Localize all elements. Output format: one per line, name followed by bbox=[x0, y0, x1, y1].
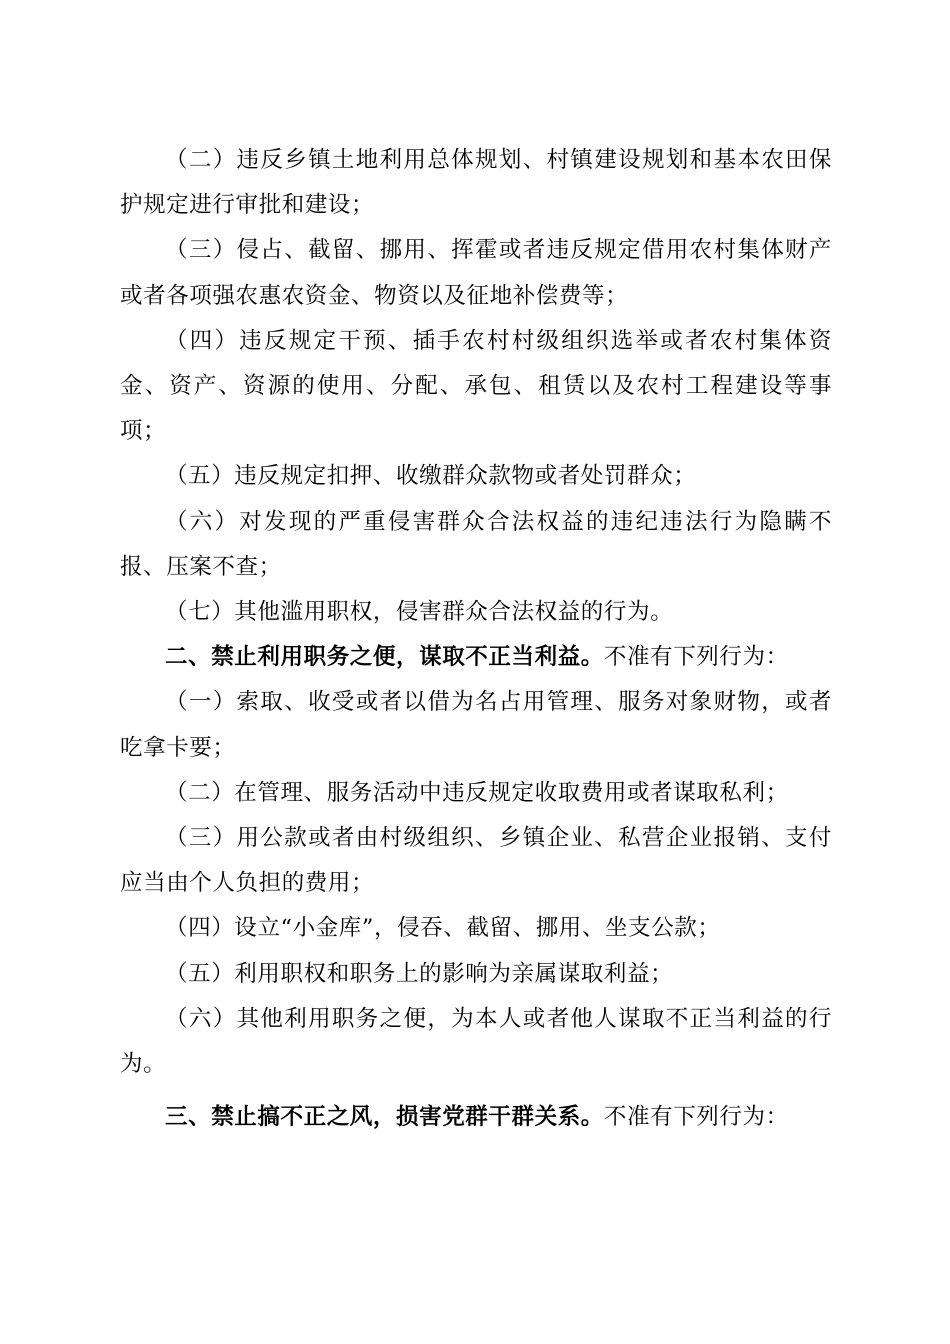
document-page bbox=[120, 138, 832, 1140]
list-item: （六）其他利用职务之便，为本人或者他人谋取不正当利益的行为。 bbox=[120, 1005, 832, 1078]
list-item: （六）对发现的严重侵害群众合法权益的违纪违法行为隐瞒不报、压案不查； bbox=[120, 508, 832, 580]
list-item: （四）设立“小金库”，侵吞、截留、挪用、坐支公款； bbox=[165, 915, 721, 942]
list-item: （二）在管理、服务活动中违反规定收取费用或者谋取私利； bbox=[165, 779, 789, 806]
list-item: （二）违反乡镇土地利用总体规划、村镇建设规划和基本农田保护规定进行审批和建设； bbox=[120, 147, 832, 219]
list-item: （三）侵占、截留、挪用、挥霍或者违反规定借用农村集体财产或者各项强农惠农资金、物资以及征地补偿费等； bbox=[120, 237, 832, 309]
list-item: （七）其他滥用职权，侵害群众合法权益的行为。 bbox=[165, 599, 674, 626]
section-heading-3-title: 三、禁止搞不正之风，损害党群干群关系。 bbox=[165, 1104, 604, 1131]
list-item: （三）用公款或者由村级组织、乡镇企业、私营企业报销、支付应当由个人负担的费用； bbox=[120, 825, 832, 897]
list-item: （四）违反规定干预、插手农村村级组织选举或者农村集体资金、资产、资源的使用、分配、承包、租赁以及农村工程建设等事项； bbox=[120, 327, 832, 445]
section-heading-3 bbox=[120, 1095, 832, 1140]
list-item: （一）索取、收受或者以借为名占用管理、服务对象财物，或者吃拿卡要； bbox=[120, 689, 832, 761]
list-item: （五）利用职权和职务上的影响为亲属谋取利益； bbox=[165, 960, 674, 987]
section-heading-2-title: 二、禁止利用职务之便，谋取不正当利益。 bbox=[165, 644, 604, 671]
section-heading-2 bbox=[120, 635, 832, 680]
section-heading-3-rest: 不准有下列行为： bbox=[603, 1104, 789, 1131]
spacer bbox=[120, 1087, 832, 1095]
list-item: （五）违反规定扣押、收缴群众款物或者处罚群众； bbox=[165, 463, 697, 490]
section-heading-2-rest: 不准有下列行为： bbox=[603, 644, 789, 671]
